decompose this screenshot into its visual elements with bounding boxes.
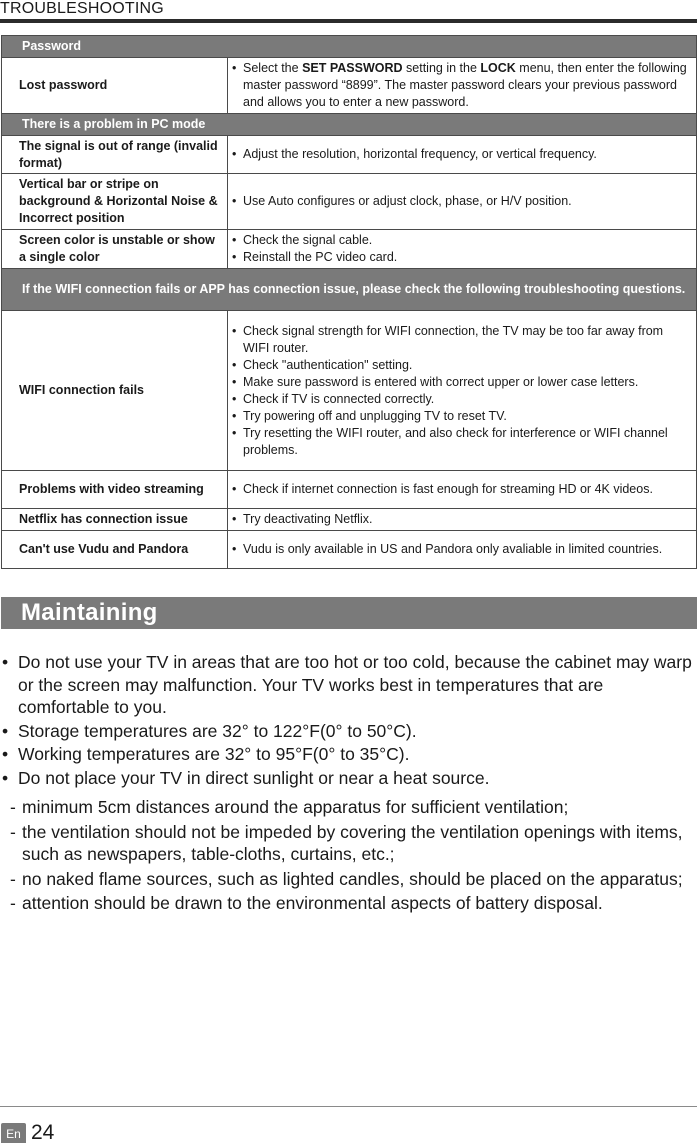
page-title: TROUBLESHOOTING [0, 0, 164, 17]
list-item: • Storage temperatures are 32° to 122°F(0° to 50°C). [0, 720, 697, 743]
solution-cell [228, 58, 697, 114]
solution-cell [228, 311, 697, 471]
table-row [2, 509, 697, 531]
table-row [2, 136, 697, 174]
page-number: 24 [31, 1121, 55, 1143]
problem-cell: Lost password [2, 58, 228, 114]
page-footer [0, 1106, 697, 1143]
table-row [2, 311, 697, 471]
list-item: - the ventilation should not be impeded by covering the ventilation openings with items, such as newspapers, table-cloths, curtains, etc.; [0, 821, 697, 866]
list-item: • Working temperatures are 32° to 95°F(0° to 35°C). [0, 743, 697, 766]
solution-item [230, 60, 688, 111]
solution-cell [228, 136, 697, 174]
maintaining-bullets [0, 651, 697, 789]
troubleshooting-table [1, 35, 697, 569]
solution-item: • Try deactivating Netflix. [230, 511, 688, 528]
solution-item: • Adjust the resolution, horizontal frequency, or vertical frequency. [230, 146, 688, 163]
problem-cell: Vertical bar or stripe on background & Horizontal Noise & Incorrect position [2, 174, 228, 230]
list-item: - minimum 5cm distances around the apparatus for sufficient ventilation; [0, 796, 697, 819]
table-row [2, 531, 697, 569]
solution-keyword: LOCK [480, 61, 516, 75]
list-item: - attention should be drawn to the environmental aspects of battery disposal. [0, 892, 697, 915]
solution-item: • Reinstall the PC video card. [230, 249, 688, 266]
solution-item: • Check "authentication" setting. [230, 357, 688, 374]
section-header-password: Password [2, 36, 697, 58]
list-item: - no naked flame sources, such as lighted candles, should be placed on the apparatus; [0, 868, 697, 891]
solution-item: • Try powering off and unplugging TV to reset TV. [230, 408, 688, 425]
solution-item: • Vudu is only available in US and Pandora only avaliable in limited countries. [230, 541, 688, 558]
problem-cell: The signal is out of range (invalid format) [2, 136, 228, 174]
page-header [0, 0, 697, 24]
solution-item: • Check the signal cable. [230, 232, 688, 249]
table-row [2, 471, 697, 509]
problem-cell: WIFI connection fails [2, 311, 228, 471]
solution-text: setting in the [402, 61, 481, 75]
problem-cell: Netflix has connection issue [2, 509, 228, 531]
solution-item: • Check signal strength for WIFI connection, the TV may be too far away from WIFI router. [230, 323, 688, 357]
solution-item: • Try resetting the WIFI router, and also check for interference or WIFI channel problems. [230, 425, 688, 459]
footer-rule [0, 1106, 697, 1107]
solution-item: • Check if TV is connected correctly. [230, 391, 688, 408]
table-row [2, 58, 697, 114]
solution-cell [228, 230, 697, 269]
solution-cell [228, 471, 697, 509]
list-item: • Do not use your TV in areas that are too hot or too cold, because the cabinet may warp or the screen may malfunction. Your TV works best in temperatures that are comfortable to you. [0, 651, 697, 719]
solution-item: • Make sure password is entered with correct upper or lower case letters. [230, 374, 688, 391]
solution-cell [228, 174, 697, 230]
maintaining-dash-list [0, 796, 697, 915]
solution-text: menu, then enter the following master password “8899”. The master password clears your previous password and allows you to enter a new password. [243, 61, 687, 109]
solution-item: • Check if internet connection is fast enough for streaming HD or 4K videos. [230, 481, 688, 498]
table-row [2, 174, 697, 230]
section-header-wifi: If the WIFI connection fails or APP has connection issue, please check the following troubleshooting questions. [2, 269, 697, 311]
solution-text: Select the [243, 61, 303, 75]
header-rule [0, 19, 697, 23]
maintaining-heading: Maintaining [1, 597, 697, 629]
section-row [2, 36, 697, 58]
solution-keyword: SET PASSWORD [302, 61, 403, 75]
section-header-pc-mode: There is a problem in PC mode [2, 114, 697, 136]
section-row [2, 114, 697, 136]
problem-cell: Screen color is unstable or show a single color [2, 230, 228, 269]
problem-cell: Problems with video streaming [2, 471, 228, 509]
solution-cell [228, 509, 697, 531]
table-row [2, 230, 697, 269]
list-item: • Do not place your TV in direct sunlight or near a heat source. [0, 767, 697, 790]
problem-cell: Can't use Vudu and Pandora [2, 531, 228, 569]
section-row [2, 269, 697, 311]
language-badge: En [1, 1123, 26, 1143]
maintaining-body [0, 651, 697, 917]
solution-item: • Use Auto configures or adjust clock, phase, or H/V position. [230, 193, 688, 210]
solution-cell [228, 531, 697, 569]
